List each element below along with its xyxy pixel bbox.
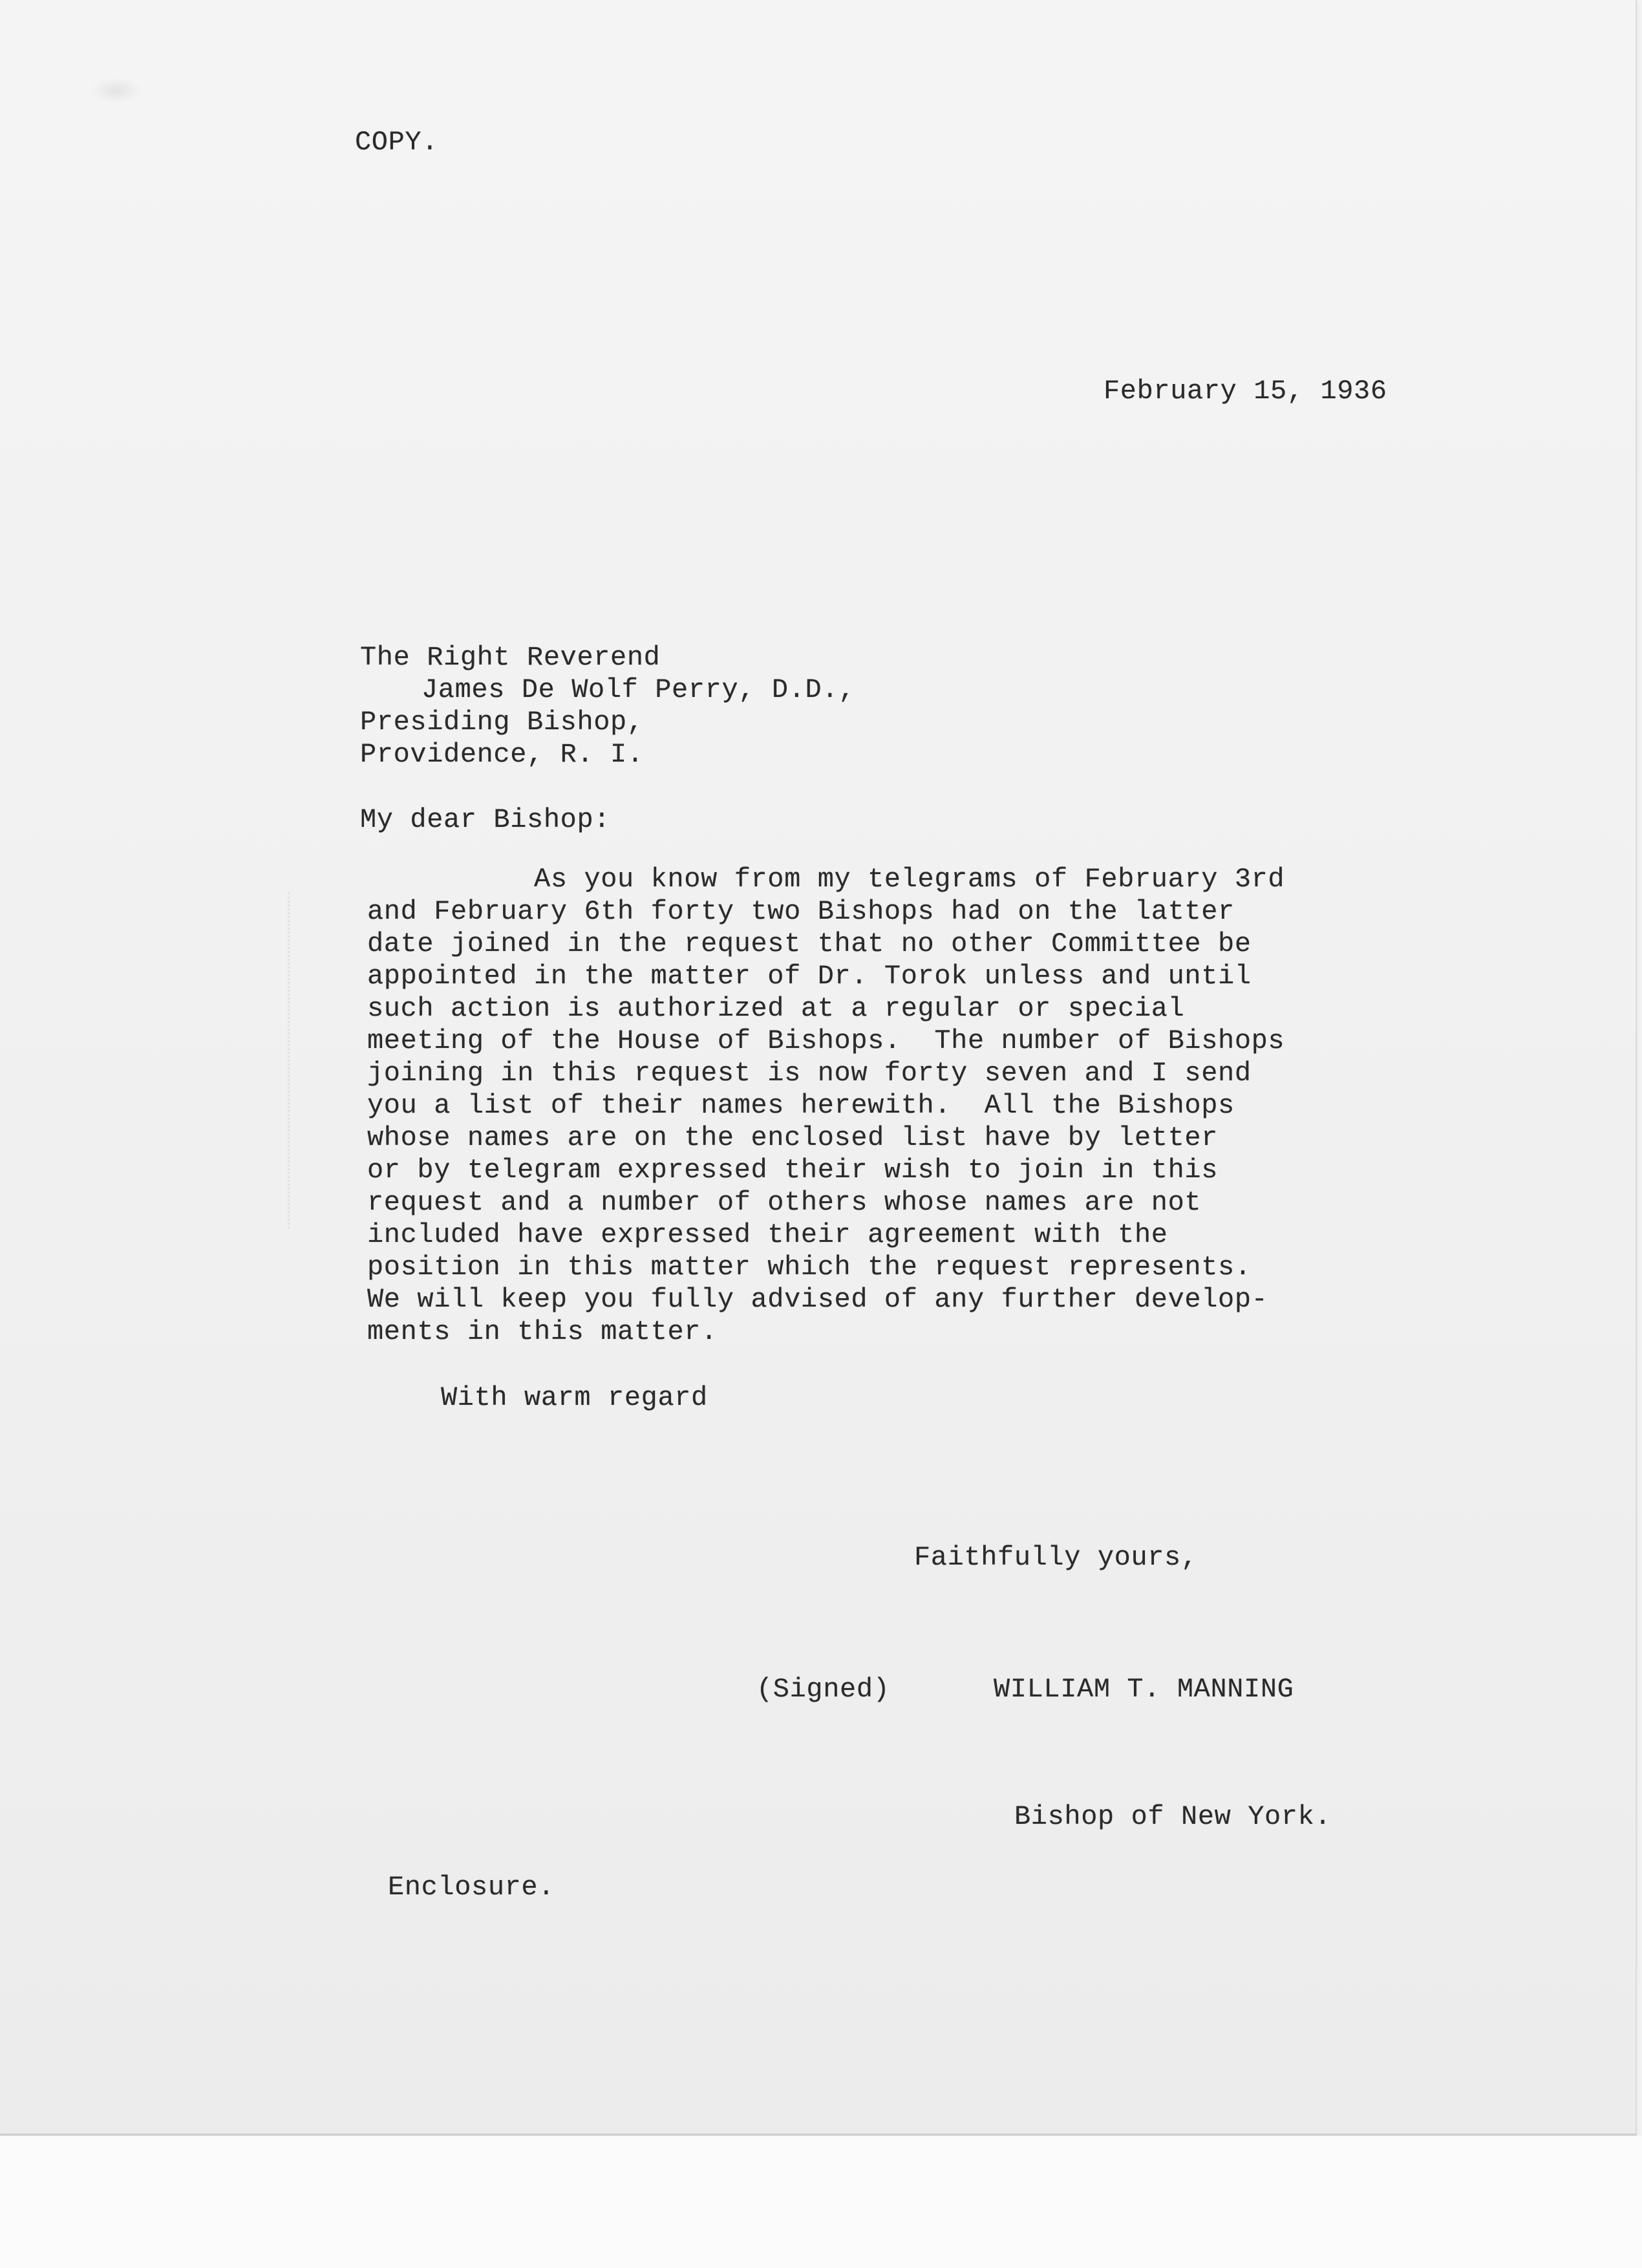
body-line: such action is authorized at a regular or special <box>367 993 1185 1024</box>
body-line: you a list of their names herewith. All the Bishops <box>367 1090 1235 1121</box>
body-line: position in this matter which the request represents. <box>367 1252 1252 1283</box>
regards: With warm regard <box>441 1382 708 1413</box>
body-line: or by telegram expressed their wish to join in this <box>367 1155 1219 1186</box>
bleed-through-marks <box>288 892 328 1228</box>
body-line: ments in this matter. <box>367 1316 718 1347</box>
recipient-line-3: Presiding Bishop, <box>360 707 644 738</box>
closing: Faithfully yours, <box>914 1542 1198 1573</box>
signatory-title: Bishop of New York. <box>1014 1801 1332 1832</box>
recipient-line-4: Providence, R. I. <box>360 739 644 770</box>
paper-smudge <box>91 78 142 103</box>
copy-label: COPY. <box>355 127 439 158</box>
body-line: date joined in the request that no other Committee be <box>367 928 1252 959</box>
body-line: appointed in the matter of Dr. Torok unless and until <box>367 961 1252 992</box>
recipient-line-2: James De Wolf Perry, D.D., <box>421 674 855 705</box>
letter-date: February 15, 1936 <box>1104 376 1387 407</box>
body-line: As you know from my telegrams of February 3rd <box>367 864 1285 895</box>
scan-background <box>0 2136 1642 2268</box>
recipient-line-1: The Right Reverend <box>360 642 661 673</box>
body-line: meeting of the House of Bishops. The number of Bishops <box>367 1025 1285 1056</box>
body-line: and February 6th forty two Bishops had on the latter <box>367 896 1235 927</box>
signatory-name: WILLIAM T. MANNING <box>994 1674 1294 1705</box>
body-line: joining in this request is now forty seven and I send <box>367 1058 1252 1089</box>
body-line: We will keep you fully advised of any further develop- <box>367 1284 1268 1315</box>
enclosure-note: Enclosure. <box>388 1872 555 1903</box>
body-line: whose names are on the enclosed list have by letter <box>367 1122 1219 1153</box>
body-line: request and a number of others whose names are not <box>367 1187 1202 1218</box>
salutation: My dear Bishop: <box>360 804 611 835</box>
signed-label: (Signed) <box>756 1674 890 1705</box>
body-line: included have expressed their agreement with the <box>367 1219 1168 1250</box>
